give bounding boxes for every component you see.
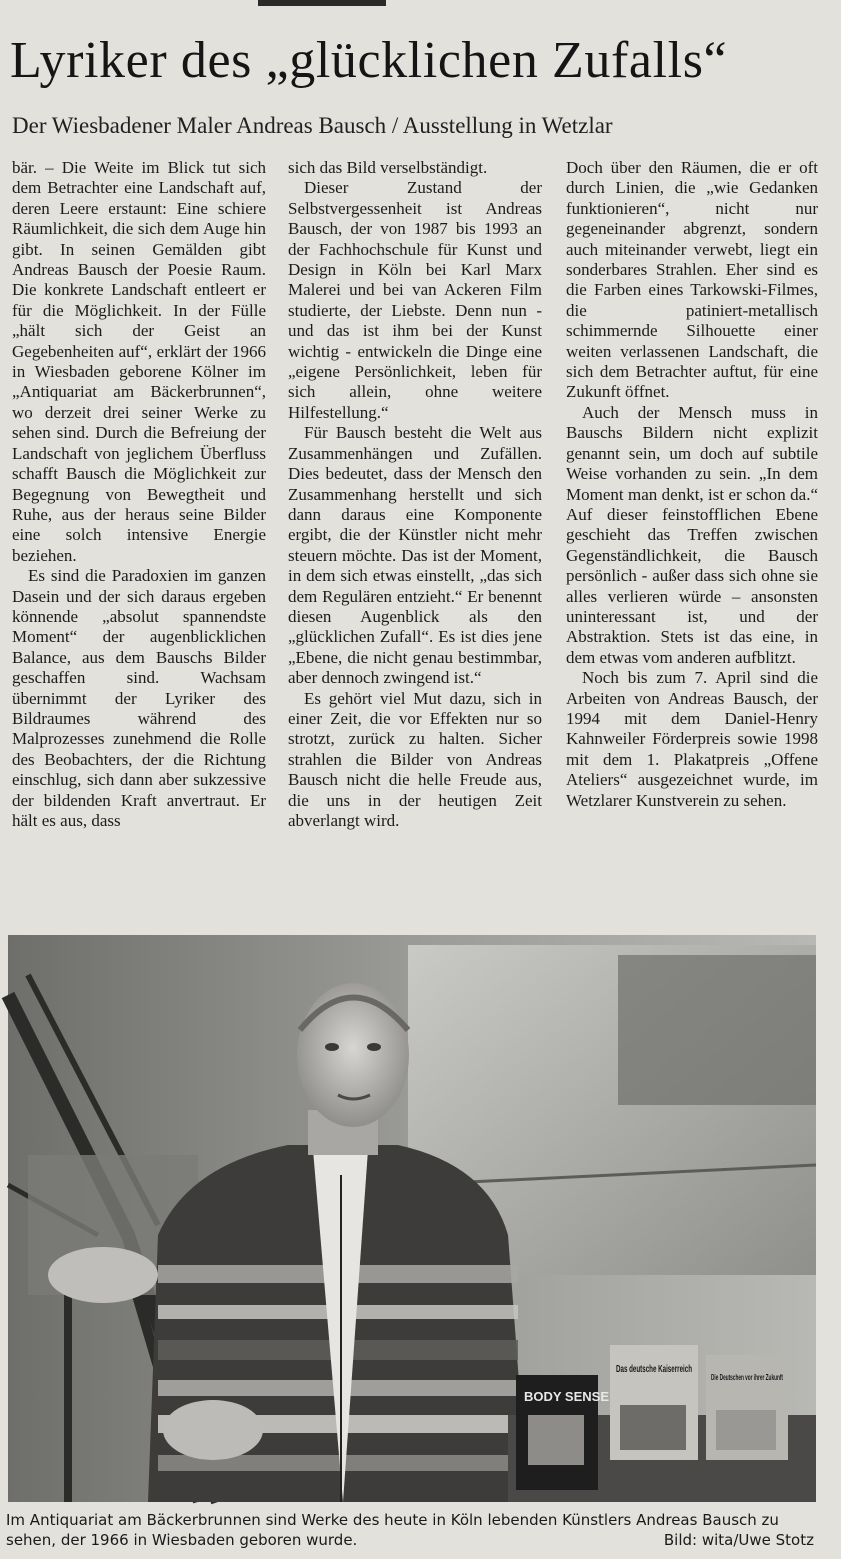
article-column-2: [288, 158, 542, 918]
masthead-fragment: [0, 0, 841, 18]
book-title-1: BODY SENSE: [524, 1389, 610, 1404]
paragraph: Es sind die Paradoxien im ganzen Dasein und der sich daraus ergeben könnende „absolut spannendste Moment“ der augenblicklichen Balance, aus dem Bauschs Bilder geschaffen sind. Wachsam übernimmt der Lyriker des Bildraumes während des Malprozesses zunehmend die Rolle des Beobachters, der die Richtung einschlug, sich dann aber sukzessive der bildenden Kraft anvertraut. Er hält es aus, dass: [12, 566, 266, 830]
article-column-3: [566, 158, 818, 918]
photo-credit: Bild: wita/Uwe Stotz: [663, 1531, 814, 1549]
paragraph: sich das Bild verselbständigt.: [288, 158, 488, 177]
article-column-1: [12, 158, 266, 918]
article-photo: [8, 935, 816, 1502]
book-title-2: Das deutsche Kaiserreich: [616, 1364, 692, 1375]
paragraph: bär. – Die Weite im Blick tut sich dem Betrachter eine Landschaft auf, deren Leere erstaunt: Eine schiere Räumlichkeit, die sich dem Auge hin gibt. In seinen Gemälden gibt Andreas Bausch der Poesie Raum. Die konkrete Landschaft entleert er für die Möglichkeit. In der Fülle „hält sich der Geist an Gegebenheiten auf“, erklärt der 1966 in Wiesbaden geborene Kölner im „Antiquariat am Bäckerbrunnen“, wo derzeit drei seiner Werke zu sehen sind. Durch die Befreiung der Landschaft von jeglichem Überfluss schafft Bausch die Möglichkeit zur Begegnung von Bewegtheit und Ruhe, aus der heraus seine Bilder eine solch intensive Energie beziehen.: [12, 158, 266, 565]
paragraph: Für Bausch besteht die Welt aus Zusammenhängen und Zufällen. Dies bedeutet, dass der Mensch den Zusammenhang herstellt und sich dann daraus eine Komponente ergibt, die der Künstler nicht mehr steuern möchte. Das ist der Moment, in dem sich etwas einstellt, „das sich dem Regulären entzieht.“ Er benennt diesen Augenblick als den „glücklichen Zufall“. Es ist dies jene „Ebene, die nicht genau bestimmbar, aber dennoch zwingend ist.“: [288, 423, 542, 688]
paragraph: Auch der Mensch muss in Bauschs Bildern nicht explizit genannt sein, um doch auf subtile Weise vorhanden zu sein. „In dem Moment man denkt, ist er schon da.“ Auf dieser feinstofflichen Ebene geschieht das Treffen zwischen Gegenständlichkeit, die Bausch persönlich - außer dass sich ohne sie alles verlieren würde – ansonsten uninteressant ist, und der Abstraktion. Stets ist das eine, in dem etwas vom anderen aufblitzt.: [566, 402, 818, 667]
book-title-3: Die Deutschen vor ihrer Zukunft: [711, 1373, 784, 1382]
paragraph: Doch über den Räumen, die er oft durch Linien, die „wie Gedanken funktionieren“, nicht nur gegeneinander abgrenzt, sondern auch miteinander verwebt, liegt ein sonderbares Strahlen. Eher sind es die Farben eines Tarkowski-Filmes, die patiniert-metallisch schimmernde Silhouette einer weiten verlassenen Landschaft, die sich dem Betrachter auftut, für eine Zukunft öffnet.: [566, 158, 818, 402]
paragraph: Noch bis zum 7. April sind die Arbeiten von Andreas Bausch, der 1994 mit dem Daniel-Henry Kahnweiler Förderpreis sowie 1998 mit dem 1. Plakatpreis „Offene Ateliers“ ausgezeichnet wurde, im Wetzlarer Kunstverein zu sehen.: [566, 668, 818, 810]
paragraph: Dieser Zustand der Selbstvergessenheit ist Andreas Bausch, der von 1987 bis 1993 an der Fachhochschule für Kunst und Design in Köln bei Karl Marx Malerei und bei van Ackeren Film studierte, der Liebste. Denn nun - und das ist ihm bei der Kunst wichtig - entwickeln die Dinge eine „eigene Persönlichkeit, leben für sich allein, ohne weitere Hilfestellung.“: [288, 178, 542, 422]
headline: Lyriker des „glücklichen Zufalls“: [10, 32, 728, 89]
caption-text: Im Antiquariat am Bäckerbrunnen sind Werke des heute in Köln lebenden Künstlers Andreas Bausch zu sehen, der 1966 in Wiesbaden geboren wurde.: [6, 1511, 779, 1549]
subheadline: Der Wiesbadener Maler Andreas Bausch / Ausstellung in Wetzlar: [12, 113, 613, 138]
photo-caption: [6, 1510, 818, 1550]
paragraph: Es gehört viel Mut dazu, sich in einer Zeit, die vor Effekten nur so strotzt, zurück zu halten. Sicher strahlen die Bilder von Andreas Bausch nicht die helle Freude aus, die uns in der heutigen Zeit abverlangt wird.: [288, 688, 542, 830]
